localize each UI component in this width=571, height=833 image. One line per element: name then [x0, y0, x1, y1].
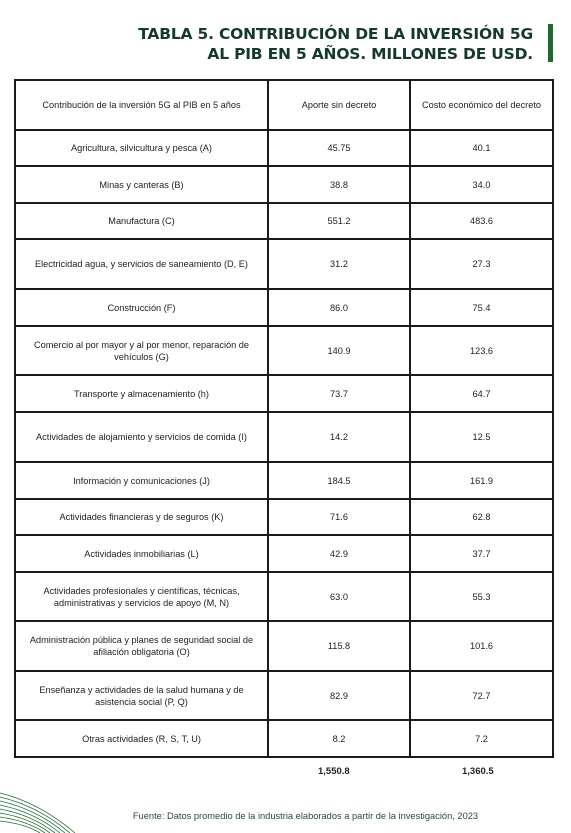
decorative-lines: [0, 773, 110, 833]
cell-sector: Actividades financieras y de seguros (K): [15, 499, 268, 535]
cell-sector: Electricidad agua, y servicios de saneamiento (D, E): [15, 239, 268, 289]
header-aporte: Aporte sin decreto: [268, 80, 410, 130]
cell-aporte: 73.7: [268, 375, 410, 412]
table-row: [15, 499, 553, 535]
cell-aporte: 551.2: [268, 203, 410, 239]
cell-aporte: 71.6: [268, 499, 410, 535]
table-row: [15, 203, 553, 239]
cell-sector: Minas y canteras (B): [15, 166, 268, 203]
table-title: TABLA 5. CONTRIBUCIÓN DE LA INVERSIÓN 5G AL PIB EN 5 AÑOS. MILLONES DE USD.: [138, 25, 533, 63]
table-row: [15, 535, 553, 572]
table-row: [15, 375, 553, 412]
cell-costo: 64.7: [410, 375, 553, 412]
cell-costo: 7.2: [410, 720, 553, 757]
cell-aporte: 8.2: [268, 720, 410, 757]
cell-costo: 483.6: [410, 203, 553, 239]
header-sector: Contribución de la inversión 5G al PIB en 5 años: [15, 80, 268, 130]
contribution-table: [14, 79, 554, 758]
cell-costo: 40.1: [410, 130, 553, 166]
cell-costo: 27.3: [410, 239, 553, 289]
accent-bar: [548, 24, 553, 62]
cell-aporte: 38.8: [268, 166, 410, 203]
cell-costo: 37.7: [410, 535, 553, 572]
cell-aporte: 63.0: [268, 572, 410, 621]
header-costo: Costo económico del decreto: [410, 80, 553, 130]
cell-aporte: 184.5: [268, 462, 410, 499]
table-row: [15, 671, 553, 720]
table-row: [15, 572, 553, 621]
cell-sector: Otras actividades (R, S, T, U): [15, 720, 268, 757]
total-costo: 1,360.5: [462, 766, 494, 777]
source-note: Fuente: Datos promedio de la industria elaborados a partir de la investigación, 2023: [132, 811, 479, 821]
table-row: [15, 166, 553, 203]
table-row: [15, 239, 553, 289]
table-row: [15, 289, 553, 326]
cell-costo: 75.4: [410, 289, 553, 326]
cell-aporte: 82.9: [268, 671, 410, 720]
cell-sector: Comercio al por mayor y al por menor, reparación de vehículos (G): [15, 326, 268, 375]
cell-costo: 72.7: [410, 671, 553, 720]
cell-aporte: 115.8: [268, 621, 410, 671]
total-aporte: 1,550.8: [318, 766, 350, 777]
cell-sector: Transporte y almacenamiento (h): [15, 375, 268, 412]
cell-costo: 161.9: [410, 462, 553, 499]
cell-costo: 62.8: [410, 499, 553, 535]
table-row: [15, 130, 553, 166]
cell-sector: Agricultura, silvicultura y pesca (A): [15, 130, 268, 166]
cell-sector: Enseñanza y actividades de la salud humana y de asistencia social (P, Q): [15, 671, 268, 720]
cell-costo: 34.0: [410, 166, 553, 203]
cell-aporte: 31.2: [268, 239, 410, 289]
cell-aporte: 42.9: [268, 535, 410, 572]
table-row: [15, 621, 553, 671]
cell-costo: 12.5: [410, 412, 553, 462]
cell-costo: 55.3: [410, 572, 553, 621]
cell-sector: Información y comunicaciones (J): [15, 462, 268, 499]
cell-sector: Manufactura (C): [15, 203, 268, 239]
cell-sector: Actividades de alojamiento y servicios de comida (I): [15, 412, 268, 462]
table-row: [15, 720, 553, 757]
table-row: [15, 326, 553, 375]
cell-sector: Construcción (F): [15, 289, 268, 326]
table-row: [15, 462, 553, 499]
cell-sector: Actividades inmobiliarias (L): [15, 535, 268, 572]
cell-aporte: 45.75: [268, 130, 410, 166]
cell-aporte: 140.9: [268, 326, 410, 375]
cell-costo: 123.6: [410, 326, 553, 375]
cell-aporte: 86.0: [268, 289, 410, 326]
table-row: [15, 412, 553, 462]
table-header-row: [15, 80, 553, 130]
cell-sector: Administración pública y planes de seguridad social de afiliación obligatoria (O): [15, 621, 268, 671]
cell-sector: Actividades profesionales y científicas, técnicas, administrativas y servicios de apoyo (M, N): [15, 572, 268, 621]
cell-aporte: 14.2: [268, 412, 410, 462]
cell-costo: 101.6: [410, 621, 553, 671]
